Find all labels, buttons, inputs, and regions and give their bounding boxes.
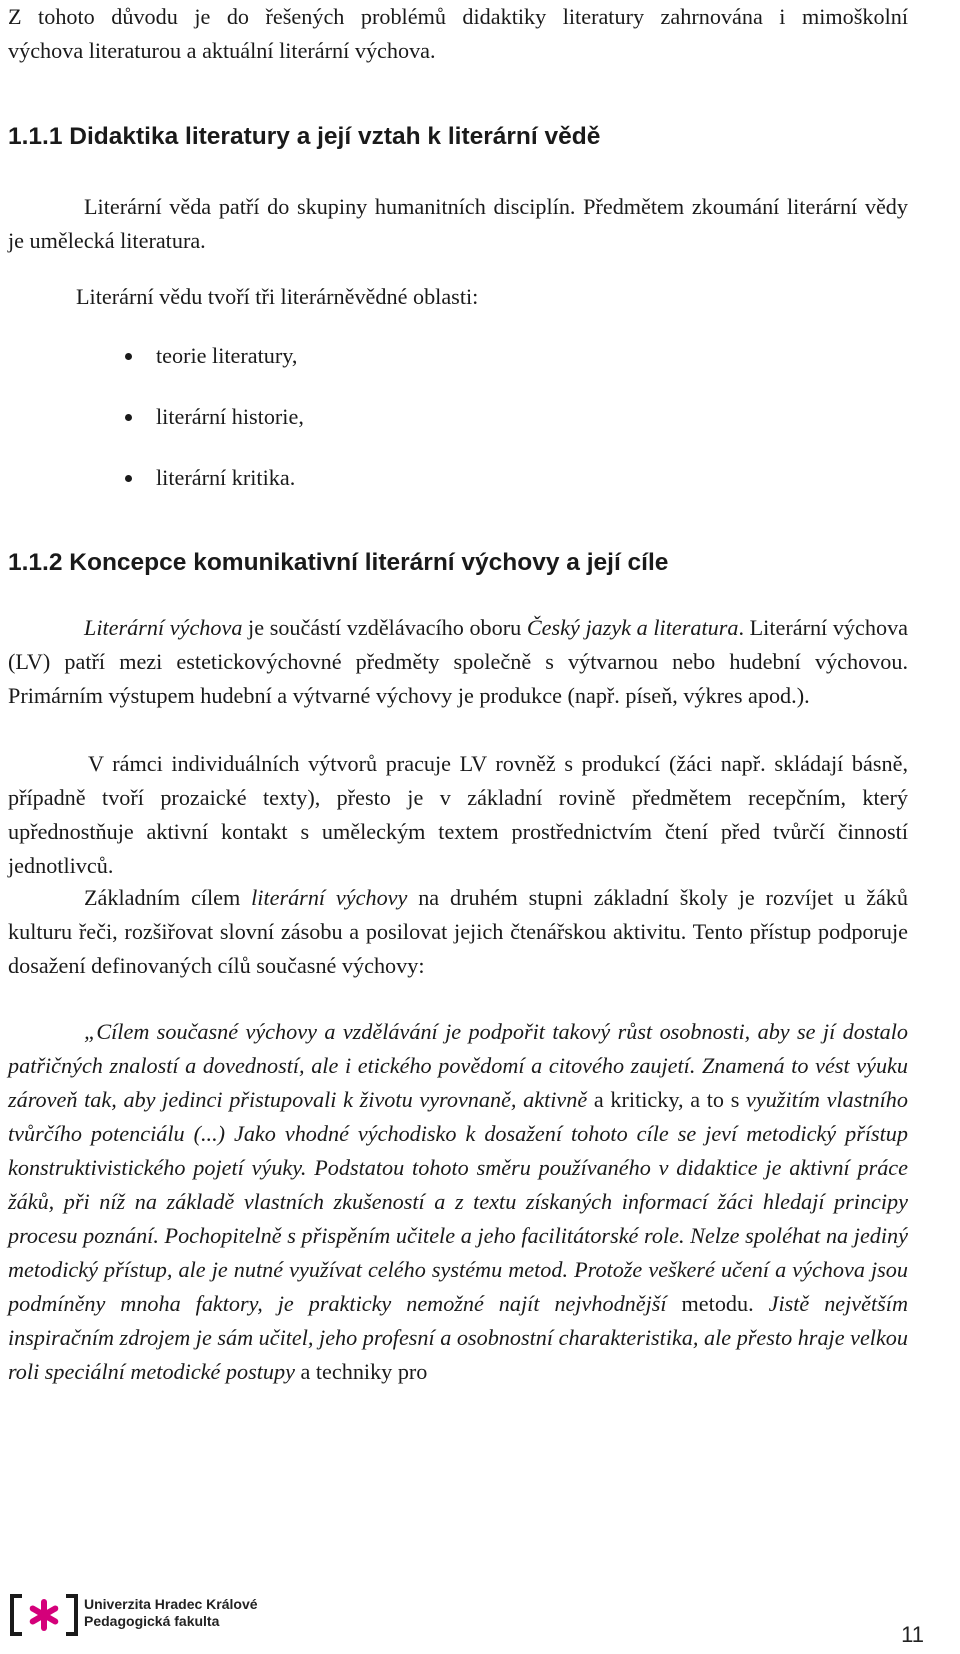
bullet-icon [125, 353, 132, 360]
section-heading-1-1-1: 1.1.1 Didaktika literatury a její vztah k literární vědě [8, 123, 601, 150]
text-run: na druhém stupni základní školy je rozvíjet u žáků kulturu řeči, rozšiřovat slovní zásobu a posilovat jejich čtenářskou aktivitu. Tento přístup podporuje dosažení definovaných cílů současné výchovy: [8, 885, 908, 978]
section2-paragraph-3 [8, 881, 908, 983]
university-label: Univerzita Hradec Králové [84, 1596, 258, 1612]
faculty-label: Pedagogická fakulta [84, 1613, 220, 1629]
section2-paragraph-1 [8, 611, 908, 713]
quote-run: „Cílem současné výchovy a vzdělávání je podpořit takový růst osobnosti, aby se jí dostalo patřičných znalostí a dovedností, ale i etického povědomí a citového zaujetí. Znamená to vést výuku zároveň tak, aby jedinci přistupovali k životu vyrovnaně, aktivně [8, 1019, 908, 1112]
term-literary-education: Literární výchova [84, 615, 243, 640]
list-item-text: literární kritika. [156, 465, 296, 490]
text-run: metodu. [666, 1291, 769, 1316]
term-czech-language: Český jazyk a literatura [526, 615, 739, 640]
intro-line-1: Z tohoto důvodu je do řešených problémů didaktiky literatury zahrnována i mimoškolní [8, 4, 908, 29]
list-item [8, 400, 908, 461]
section1-paragraph-2: Literární vědu tvoří tři literárněvědné oblasti: [76, 284, 479, 309]
page-number: 11 [901, 1622, 924, 1647]
quote-run: využitím vlastního tvůrčího potenciálu (...) Jako vhodné východisko k dosažení tohoto cíle se jeví metodický přístup konstruktivistického pojetí výuky. Podstatou tohoto směru používaného v didaktice je aktivní práce žáků, při níž na základě vlastních zkušeností a z textu získaných informací žáci hledají principy procesu poznání. Pochopitelně s přispěním učitele a jeho facilitátorské role. Nelze spoléhat na jediný metodický přístup, ale je nutné využívat celého systému metod. Protože veškeré učení a výchova jsou podmíněny mnoha faktory, je prakticky nemožné najít nejvhodnější [8, 1087, 908, 1316]
bullet-icon [125, 414, 132, 421]
text-run: Základním cílem [84, 885, 252, 910]
section2-paragraph-2: V rámci individuálních výtvorů pracuje LV rovněž s produkcí (žáci např. skládají básně, případně tvoří prozaické texty), přesto je v základní rovině předmětem recepčním, který upřednostňuje aktivní kontakt s uměleckým textem prostřednictvím čtení před tvůrčí činností jednotlivců. [8, 751, 908, 878]
text-run: je součástí vzdělávacího oboru [242, 615, 527, 640]
quotation-block [8, 1015, 908, 1389]
list-item-text: teorie literatury, [156, 343, 298, 368]
section-heading-1-1-2: 1.1.2 Koncepce komunikativní literární výchovy a její cíle [8, 549, 669, 576]
text-run: . Literární výchova (LV) patří mezi estetickovýchovné předměty společně s výtvarnou nebo hudební výchovou. Primárním výstupem hudební a výtvarné výchovy je produkce (např. píseň, výkres apod.). [8, 615, 909, 708]
literary-areas-list [8, 339, 908, 522]
intro-line-2: výchova literaturou a aktuální literární výchova. [8, 38, 436, 63]
text-run: a kriticky, a to s [587, 1087, 747, 1112]
quote-run: Jistě největším inspiračním zdrojem je sám učitel, jeho profesní a osobnostní charakteristika, ale přesto hraje velkou roli speciální metodické postupy [8, 1291, 908, 1384]
term-literary-education-2: literární výchovy [251, 885, 408, 910]
list-item [8, 461, 908, 522]
section1-paragraph-1: Literární věda patří do skupiny humanitních disciplín. Předmětem zkoumání literární vědy je umělecká literatura. [8, 194, 908, 253]
university-name [84, 1596, 258, 1630]
text-run: a techniky pro [294, 1359, 428, 1384]
list-item-text: literární historie, [156, 404, 304, 429]
list-item [8, 339, 908, 400]
bullet-icon [125, 475, 132, 482]
